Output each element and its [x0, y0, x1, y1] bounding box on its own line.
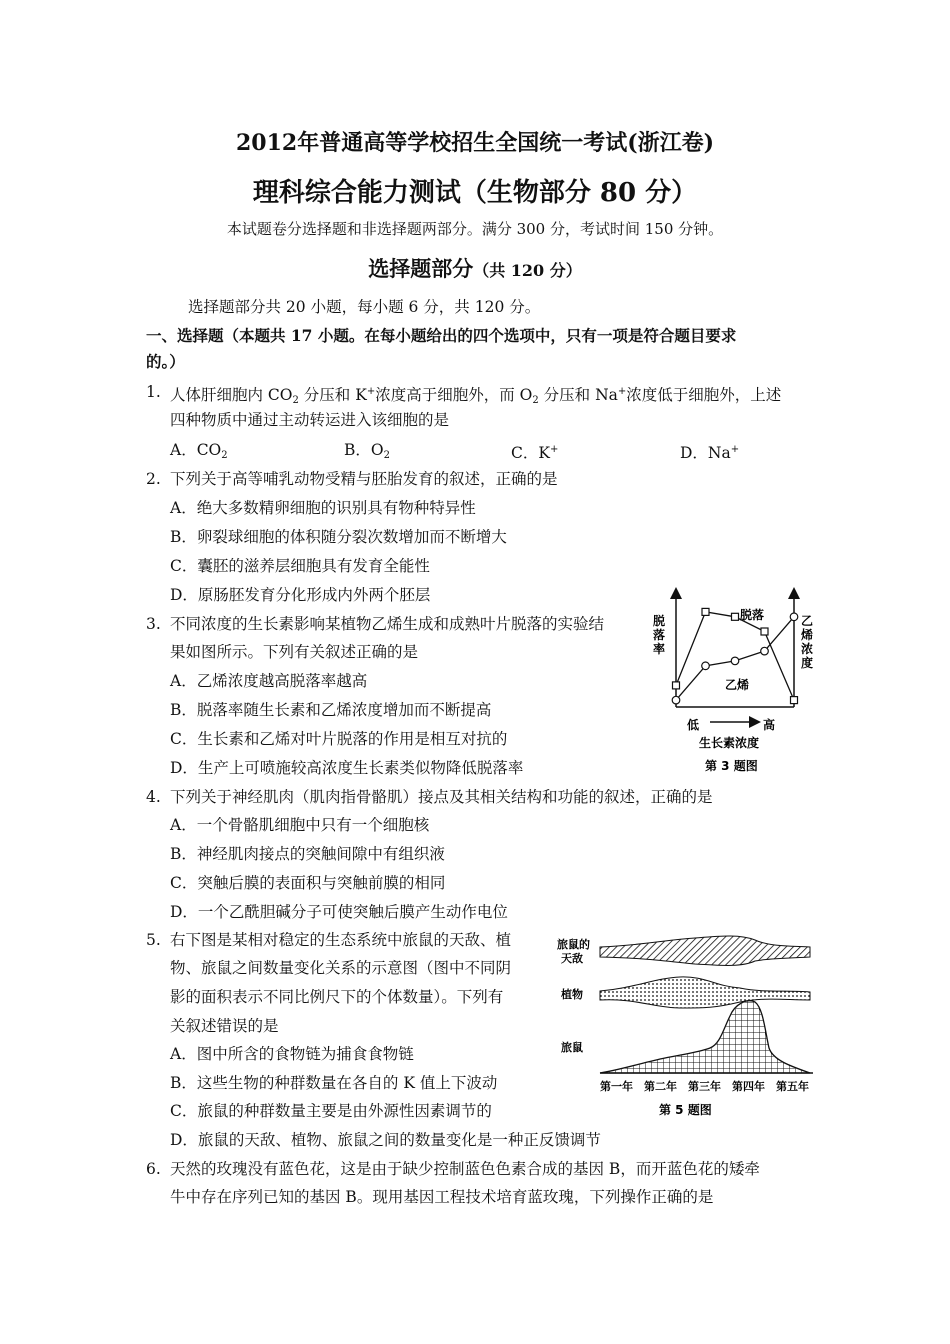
- x-low-label: 低: [687, 718, 700, 732]
- q5-number: 5.: [146, 931, 161, 949]
- predator-label: 旅鼠的: [557, 938, 590, 951]
- figure-5-diagram: [555, 930, 825, 1120]
- q3-stem: 不同浓度的生长素影响某植物乙烯生成和成熟叶片脱落的实验结: [170, 615, 605, 633]
- q1-stem: 人体肝细胞内 $CO_2$ 分压和 K+浓度高于细胞外，而 $O_2$ 分压和 Na+浓度低于细胞外，上述: [170, 386, 782, 406]
- ethylene-point-3: [761, 647, 769, 655]
- q5-stem-2: 物、旅鼠之间数量变化关系的示意图（图中不同阴: [170, 959, 512, 977]
- q5-option-b: B．这些生物的种群数量在各自的 K 值上下波动: [170, 1074, 498, 1092]
- figure-3-chart: [645, 585, 825, 780]
- ethylene-point-2: [731, 657, 739, 665]
- q3-stem-cont: 果如图所示。下列有关叙述正确的是: [170, 643, 419, 661]
- predator-band: [600, 936, 810, 966]
- q1-option-c: C．K+: [511, 444, 559, 462]
- q2-option-d: D．原肠胚发育分化形成内外两个胚层: [170, 586, 431, 604]
- drop-series-label: 脱落: [740, 608, 765, 622]
- q2-number: 2.: [146, 470, 161, 488]
- q6-number: 6.: [146, 1160, 161, 1178]
- q5-stem-4: 关叙述错误的是: [170, 1017, 279, 1035]
- exam-title: 2012年普通高等学校招生全国统一考试(浙江卷): [235, 130, 715, 156]
- q5-stem: 右下图是某相对稳定的生态系统中旅鼠的天敌、植: [170, 931, 512, 949]
- q1-number: 1.: [146, 383, 161, 401]
- q3-option-d: D．生产上可喷施较高浓度生长素类似物降低脱落率: [170, 759, 524, 777]
- q3-option-b: B．脱落率随生长素和乙烯浓度增加而不断提高: [170, 701, 492, 719]
- ethylene-point-1: [702, 662, 710, 670]
- plant-label: 植物: [561, 988, 583, 1001]
- q5-stem-3: 影的面积表示不同比例尺下的个体数量）。下列有: [170, 988, 504, 1006]
- q3-option-c: C．生长素和乙烯对叶片脱落的作用是相互对抗的: [170, 730, 508, 748]
- part-heading-cont: 的。）: [146, 352, 185, 371]
- ethylene-point-4: [790, 613, 798, 621]
- ethylene-series-label: 乙烯: [725, 678, 750, 692]
- q4-stem: 下列关于神经肌肉（肌肉指骨骼肌）接点及其相关结构和功能的叙述，正确的是: [170, 788, 713, 806]
- left-axis-label: 脱落率: [653, 614, 666, 656]
- q2-option-b: B．卵裂球细胞的体积随分裂次数增加而不断增大: [170, 528, 507, 546]
- drop-point-1: [702, 608, 709, 615]
- right-axis-label: 乙烯浓度: [801, 614, 814, 670]
- year-5: 第五年: [776, 1080, 809, 1093]
- q3-option-a: A．乙烯浓度越高脱落率越高: [170, 672, 368, 690]
- q1-option-a: A．$CO_2$: [170, 441, 228, 461]
- predator-label-2: 天敌: [561, 952, 583, 965]
- drop-point-2: [732, 613, 739, 620]
- q5-option-a: A．图中所含的食物链为捕食食物链: [170, 1045, 414, 1063]
- drop-point-0: [673, 682, 680, 689]
- lemming-area: [600, 1001, 810, 1073]
- figure-3-caption: 第 3 题图: [705, 759, 758, 773]
- ethylene-point-0: [672, 696, 680, 704]
- q2-option-c: C．囊胚的滋养层细胞具有发育全能性: [170, 557, 430, 575]
- drop-point-3: [761, 628, 768, 635]
- part-heading: 一、选择题（本题共 17 小题。在每小题给出的四个选项中，只有一项是符合题目要求: [146, 326, 737, 345]
- section-title: 选择题部分（共 120 分）: [368, 256, 582, 281]
- x-high-label: 高: [763, 718, 776, 732]
- year-4: 第四年: [732, 1080, 765, 1093]
- x-axis-label: 生长素浓度: [699, 736, 760, 750]
- q5-option-d: D．旅鼠的天敌、植物、旅鼠之间的数量变化是一种正反馈调节: [170, 1131, 601, 1149]
- q6-stem-cont: 牛中存在序列已知的基因 B。现用基因工程技术培育蓝玫瑰，下列操作正确的是: [170, 1188, 714, 1206]
- q4-option-a: A．一个骨骼肌细胞中只有一个细胞核: [170, 816, 430, 834]
- q4-option-b: B．神经肌肉接点的突触间隙中有组织液: [170, 845, 445, 863]
- lemming-label: 旅鼠: [561, 1041, 583, 1054]
- exam-note: 本试题卷分选择题和非选择题两部分。满分 300 分，考试时间 150 分钟。: [226, 220, 724, 238]
- year-1: 第一年: [600, 1080, 633, 1093]
- q3-number: 3.: [146, 615, 161, 633]
- figure-5-caption: 第 5 题图: [659, 1103, 712, 1117]
- q6-stem: 天然的玫瑰没有蓝色花，这是由于缺少控制蓝色色素合成的基因 B，而开蓝色花的矮牵: [170, 1160, 760, 1178]
- q5-option-c: C．旅鼠的种群数量主要是由外源性因素调节的: [170, 1102, 492, 1120]
- intro: 选择题部分共 20 小题，每小题 6 分，共 120 分。: [188, 298, 541, 316]
- paper-title: 理科综合能力测试（生物部分 80 分）: [252, 178, 698, 208]
- q1-stem-cont: 四种物质中通过主动转运进入该细胞的是: [170, 411, 450, 429]
- q2-option-a: A．绝大多数精卵细胞的识别具有物种特异性: [170, 499, 476, 517]
- q4-option-d: D．一个乙酰胆碱分子可使突触后膜产生动作电位: [170, 903, 508, 921]
- year-3: 第三年: [688, 1080, 721, 1093]
- q1-option-b: B．$O_2$: [344, 441, 390, 461]
- q4-option-c: C．突触后膜的表面积与突触前膜的相同: [170, 874, 446, 892]
- q4-number: 4.: [146, 788, 161, 806]
- drop-point-4: [791, 697, 798, 704]
- plant-band: [600, 977, 810, 1008]
- q1-option-d: D．Na+: [680, 444, 740, 462]
- year-2: 第二年: [644, 1080, 677, 1093]
- q2-stem: 下列关于高等哺乳动物受精与胚胎发育的叙述，正确的是: [170, 470, 558, 488]
